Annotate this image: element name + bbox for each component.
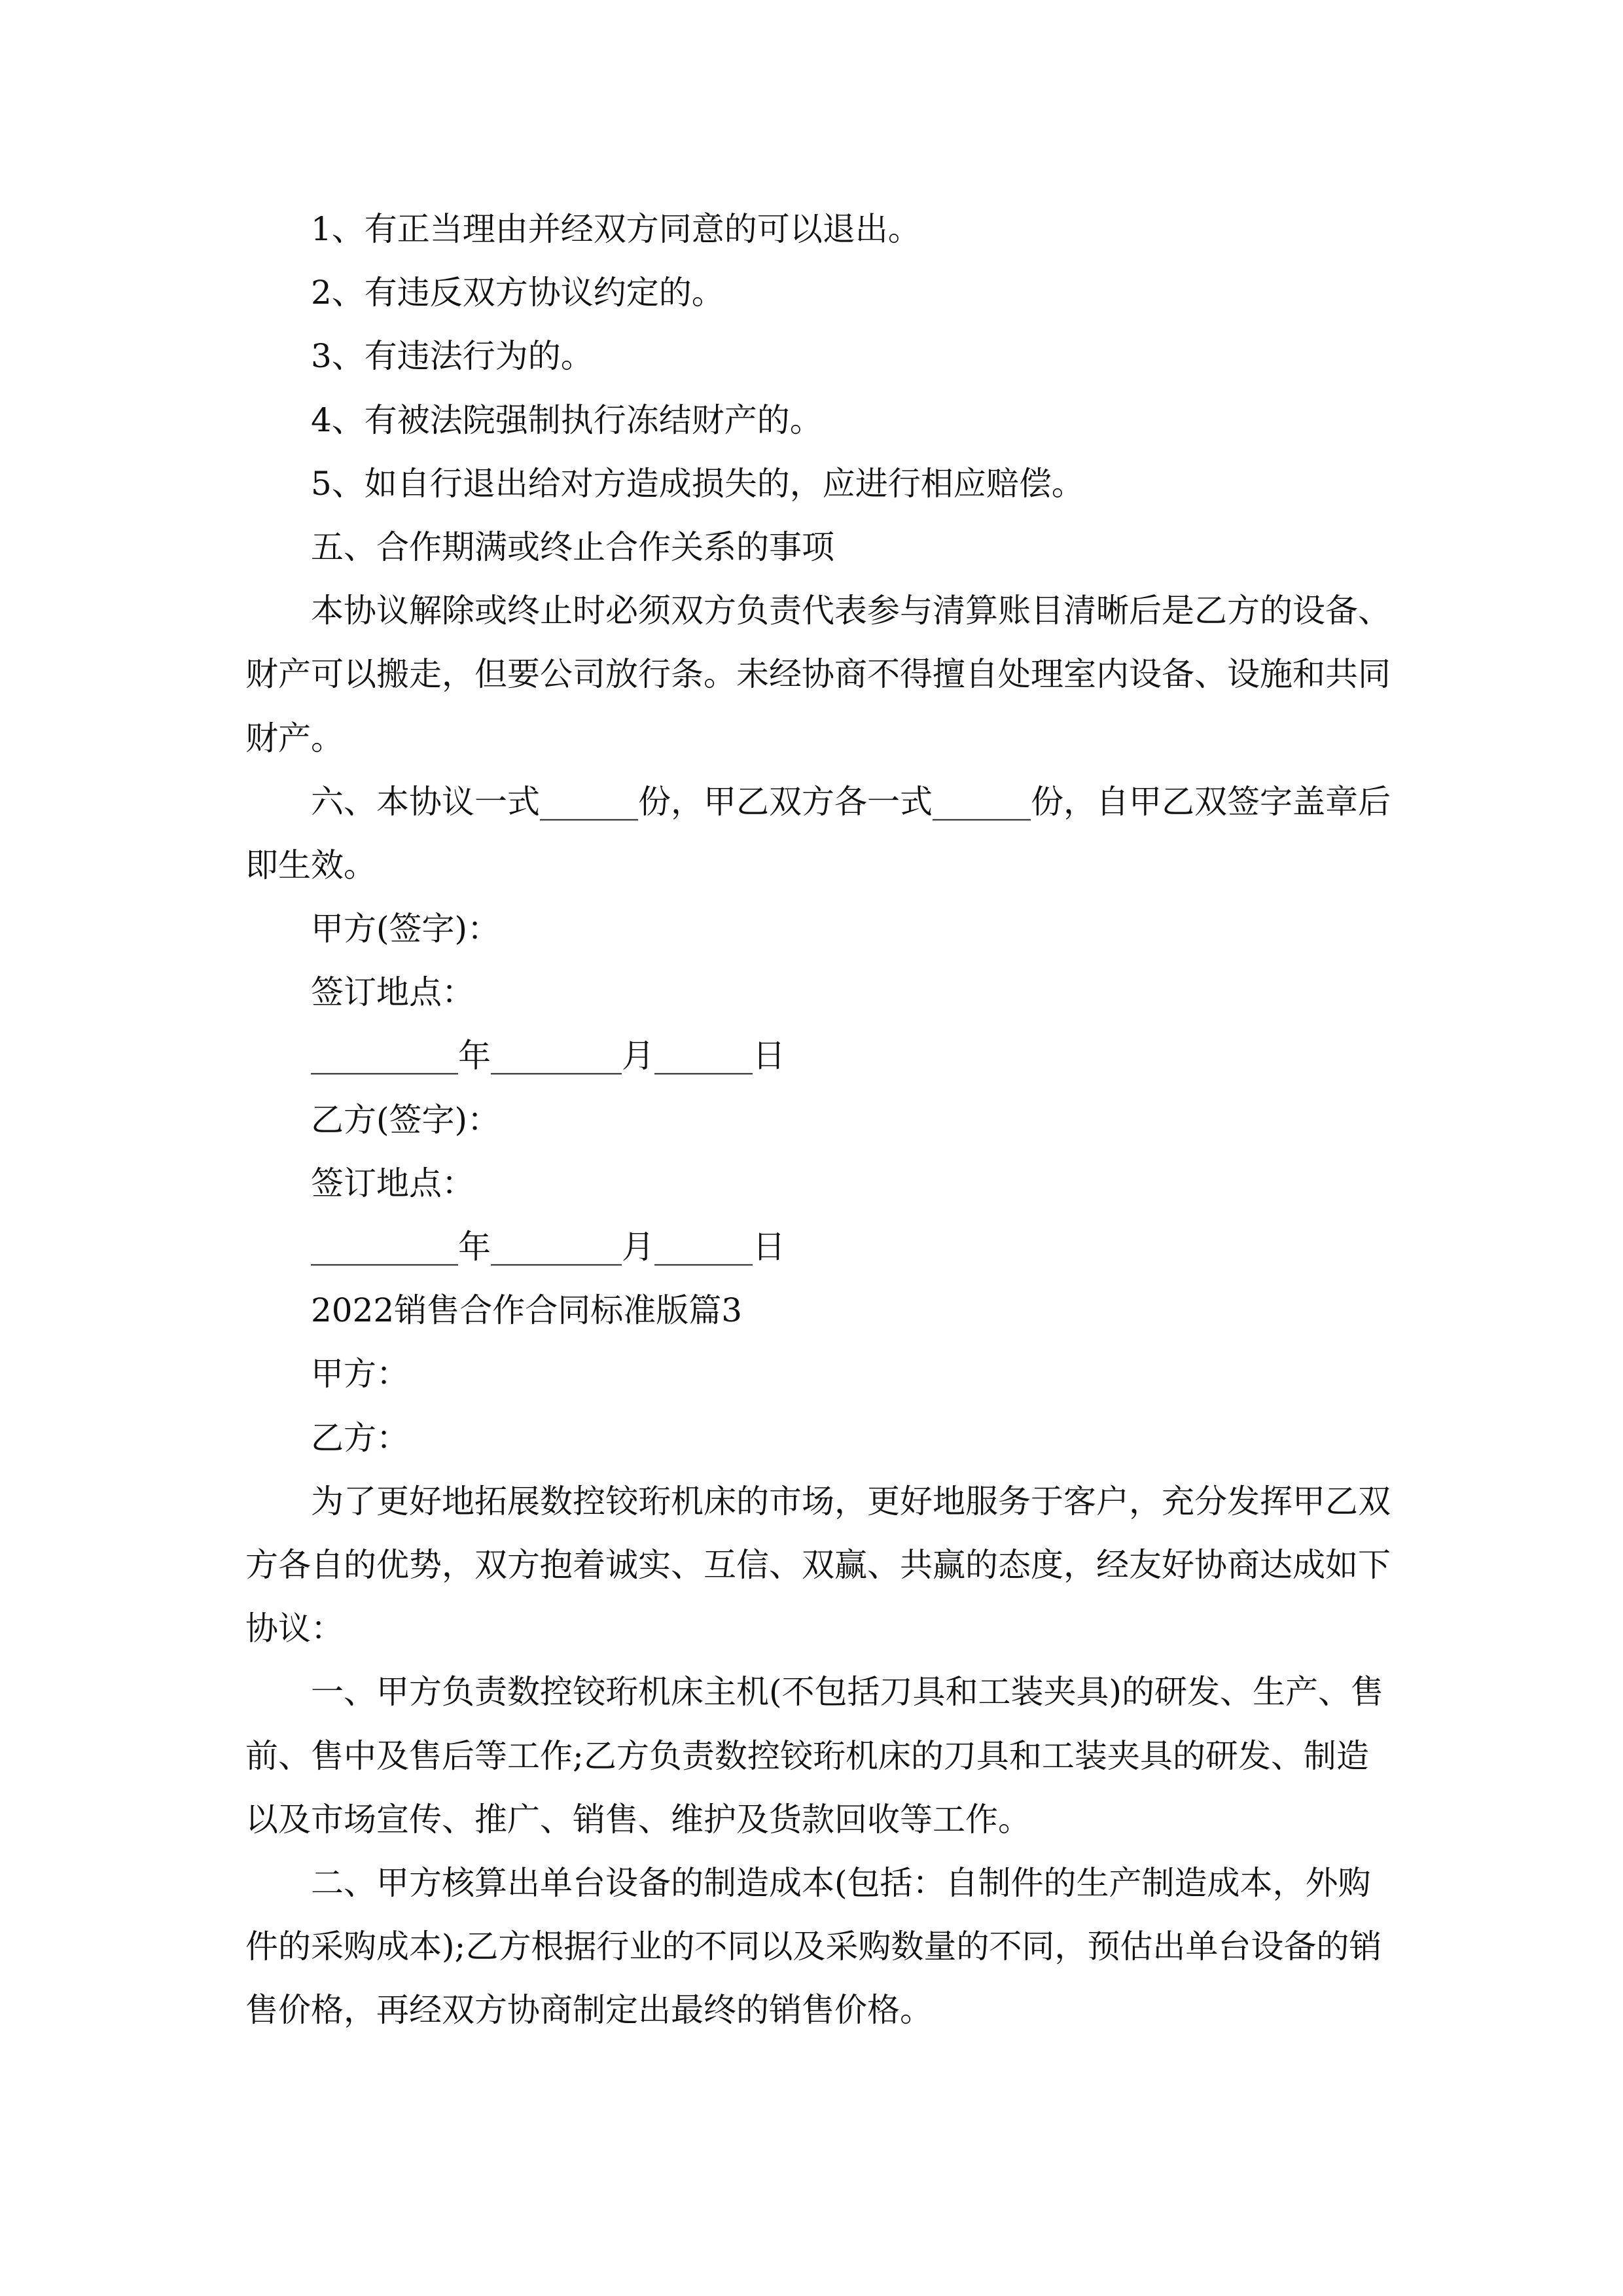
party-b-label: 乙方：	[311, 1418, 409, 1457]
clause-1-line: 一、甲方负责数控铰珩机床主机(不包括刀具和工装夹具)的研发、生产、售	[311, 1673, 1384, 1712]
exit-clause-3: 3、有违法行为的。	[311, 337, 594, 376]
paragraph-line: 财产可以搬走，但要公司放行条。未经协商不得擅自处理室内设备、设施和共同	[245, 655, 1391, 694]
signing-place-label: 签订地点：	[311, 973, 474, 1012]
exit-clause-5: 5、如自行退出给对方造成损失的，应进行相应赔偿。	[311, 464, 1084, 503]
clause-2-line: 件的采购成本);乙方根据行业的不同以及采购数量的不同，预估出单台设备的销	[245, 1928, 1382, 1966]
party-a-signature-label: 甲方(签字)：	[311, 910, 501, 948]
exit-clause-1: 1、有正当理由并经双方同意的可以退出。	[311, 210, 921, 248]
paragraph-line: 方各自的优势，双方抱着诚实、互信、双赢、共赢的态度，经友好协商达成如下	[245, 1545, 1391, 1584]
date-blank: _________年________月______日	[311, 1037, 785, 1075]
section-6-line: 即生效。	[245, 846, 376, 884]
party-b-signature-label: 乙方(签字)：	[311, 1100, 501, 1139]
clause-2-line: 售价格，再经双方协商制定出最终的销售价格。	[245, 1991, 933, 2030]
exit-clause-2: 2、有违反双方协议约定的。	[311, 274, 724, 312]
date-blank: _________年________月______日	[311, 1228, 785, 1266]
clause-2-line: 二、甲方核算出单台设备的制造成本(包括：自制件的生产制造成本，外购	[311, 1863, 1371, 1902]
clause-1-line: 以及市场宣传、推广、销售、维护及货款回收等工作。	[245, 1800, 1031, 1839]
paragraph-line: 协议：	[245, 1609, 344, 1648]
section-6-line: 六、本协议一式______份，甲乙双方各一式______份，自甲乙双签字盖章后	[311, 782, 1391, 821]
clause-1-line: 前、售中及售后等工作;乙方负责数控铰珩机床的刀具和工装夹具的研发、制造	[245, 1736, 1369, 1775]
section-title: 2022销售合作合同标准版篇3	[311, 1291, 743, 1330]
party-a-label: 甲方：	[311, 1355, 409, 1393]
section-heading-5: 五、合作期满或终止合作关系的事项	[311, 528, 834, 566]
signing-place-label: 签订地点：	[311, 1164, 474, 1202]
paragraph-line: 财产。	[245, 719, 344, 757]
document-body	[245, 198, 1554, 2042]
paragraph-line: 本协议解除或终止时必须双方负责代表参与清算账目清晰后是乙方的设备、	[311, 592, 1391, 630]
paragraph-line: 为了更好地拓展数控铰珩机床的市场，更好地服务于客户，充分发挥甲乙双	[311, 1482, 1391, 1520]
exit-clause-4: 4、有被法院强制执行冻结财产的。	[311, 401, 823, 439]
